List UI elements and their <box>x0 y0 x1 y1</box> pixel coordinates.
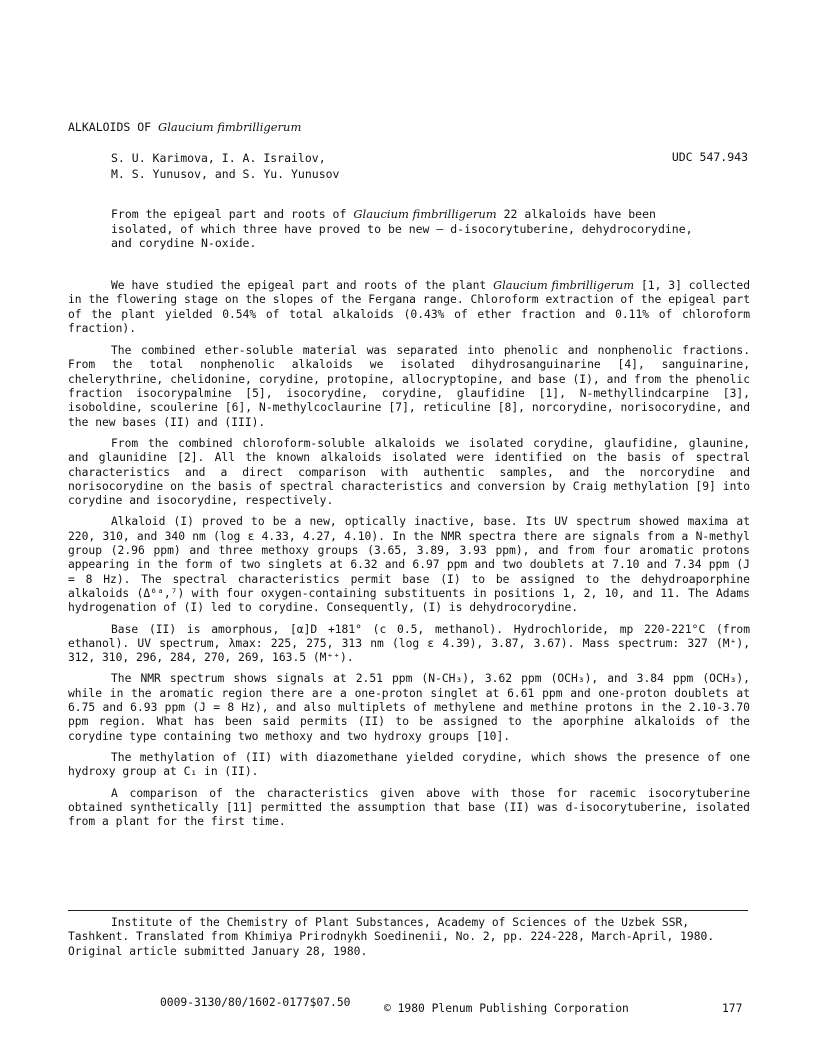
authors-line-2: M. S. Yunusov, and S. Yu. Yunusov <box>111 167 340 181</box>
footnote <box>68 916 750 959</box>
paragraph-1 <box>68 279 750 336</box>
paragraph-7: The methylation of (II) with diazomethane yielded corydine, which shows the presence of one hydroxy group at C₁ in (II). <box>68 750 750 779</box>
abstract <box>111 207 711 251</box>
paragraph-2: The combined ether-soluble material was separated into phenolic and nonphenolic fractions. From the total nonphenolic alkaloids we isolated dihydrosanguinarine [4], sanguinarine, chelerythrine, chelidonine, corydine, protopine, allocryptopine, and base (I), and from the phenolic fraction isocorypalmine [5], isocorydine, corydine, glaufidine [1], N-methyllindcarpine [3], isoboldine, scoulerine [6], N-methylcoclaurine [7], reticuline [8], norcorydine, norisocorydine, and the new bases (II) and (III). <box>68 344 750 429</box>
footer-copyright: © 1980 Plenum Publishing Corporation <box>384 1002 629 1015</box>
article-body <box>68 279 750 836</box>
abstract-species: Glaucium fimbrilligerum <box>353 207 497 221</box>
paragraph-5: Base (II) is amorphous, [α]D +181° (c 0.5, methanol). Hydrochloride, mp 220-221°C (from ethanol). UV spectrum, λmax: 225, 275, 313 nm (log ε 4.39), 3.87, 3.67). Mass spectrum: 327 (M⁺), 312, 310, 296, 284, 270, 269, 163.5 (M⁺⁺). <box>68 622 750 665</box>
paragraph-3: From the combined chloroform-soluble alkaloids we isolated corydine, glaufidine, glaunine, and glaunidine [2]. All the known alkaloids isolated were identified on the basis of spectral characteristics and a direct comparison with authentic samples, and the norcorydine and norisocorydine on the basis of spectral characteristics and conversion by Craig methylation [9] into corydine and isocorydine, respectively. <box>68 436 750 508</box>
abstract-text-1: From the epigeal part and roots of <box>111 207 354 221</box>
paragraph-4: Alkaloid (I) proved to be a new, optically inactive, base. Its UV spectrum showed maxima at 220, 310, and 340 nm (log ε 4.33, 4.27, 4.10). In the NMR spectra there are signals from a N-methyl group (2.96 ppm) and three methoxy groups (3.65, 3.89, 3.93 ppm), and from four aromatic protons appearing in the form of two singlets at 6.32 and 6.97 ppm and two doublets at 7.10 and 7.34 ppm (J = 8 Hz). The spectral characteristics permit base (I) to be assigned to the dehydroaporphine alkaloids (Δ⁶ᵃ,⁷) with four oxygen-containing substituents in positions 1, 2, 10, and 11. The Adams hydrogenation of (I) led to corydine. Consequently, (I) is dehydrocorydine. <box>68 515 750 615</box>
page-number: 177 <box>722 1002 743 1015</box>
title-species: Glaucium fimbrilligerum <box>158 120 302 134</box>
paragraph-8: A comparison of the characteristics given above with those for racemic isocorytuberine obtained synthetically [11] permitted the assumption that base (II) was d-isocorytuberine, isolated from a plant for the first time. <box>68 786 750 829</box>
paragraph-1-text-a: We have studied the epigeal part and roots of the plant <box>111 279 494 292</box>
footnote-divider <box>68 910 748 911</box>
footer-issn-code: 0009-3130/80/1602-0177$07.50 <box>160 996 351 1009</box>
abstract-text-2: 22 alkaloids have been isolated, of which three have proved to be new — d-isocorytuberine, dehydrocorydine, and corydine N-oxide. <box>111 207 693 250</box>
footnote-text: Institute of the Chemistry of Plant Substances, Academy of Sciences of the Uzbek SSR, Tashkent. Translated from Khimiya Prirodnykh Soedinenii, No. 2, pp. 224-228, March-April, 1980. Original article submitted January 28, 1980. <box>68 916 715 958</box>
title-prefix: ALKALOIDS OF <box>68 120 159 134</box>
author-list <box>111 150 339 182</box>
authors-line-1: S. U. Karimova, I. A. Israilov, <box>111 151 326 165</box>
paragraph-6: The NMR spectrum shows signals at 2.51 ppm (N-CH₃), 3.62 ppm (OCH₃), and 3.84 ppm (OCH₃), while in the aromatic region there are a one-proton singlet at 6.61 ppm and one-proton doublets at 6.75 and 6.93 ppm (J = 8 Hz), and also multiplets of methylene and methine protons in the 2.10-3.70 ppm region. What has been said permits (II) to be assigned to the aporphine alkaloids of the corydine type containing two methoxy and two hydroxy groups [10]. <box>68 672 750 743</box>
udc-code: UDC 547.943 <box>671 150 748 164</box>
paragraph-1-species: Glaucium fimbrilligerum <box>493 279 635 292</box>
paragraph-1-text-b: [1, 3] collected in the flowering stage on the slopes of the Fergana range. Chloroform extraction of the epigeal part of the plant yielded 0.54% of total alkaloids (0.43% of ether fraction and 0.11% of chloroform fraction). <box>68 279 751 335</box>
article-title <box>68 120 301 134</box>
